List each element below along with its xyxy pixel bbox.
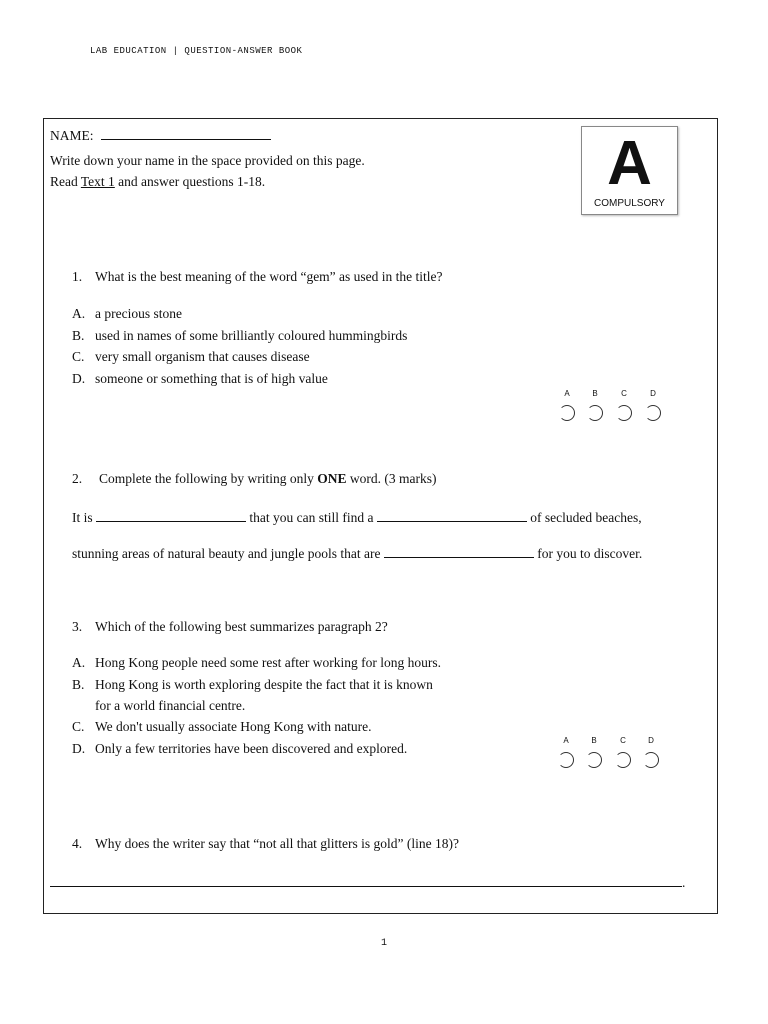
bubble-b[interactable]: B xyxy=(584,389,606,421)
bubble-circle[interactable] xyxy=(616,405,632,421)
bubble-d[interactable]: D xyxy=(640,736,662,768)
bubble-a[interactable]: A xyxy=(555,736,577,768)
text-reference: Text 1 xyxy=(80,174,115,189)
bubble-c[interactable]: C xyxy=(613,389,635,421)
bubble-circle[interactable] xyxy=(615,752,631,768)
bubble-circle[interactable] xyxy=(558,752,574,768)
bubble-circle[interactable] xyxy=(645,405,661,421)
blank-2[interactable] xyxy=(377,509,527,522)
question-1-option-a: A. a precious stone xyxy=(72,306,182,321)
bubble-circle[interactable] xyxy=(559,405,575,421)
blank-3[interactable] xyxy=(384,545,534,558)
page-number: 1 xyxy=(380,938,387,949)
question-1-prompt: 1. What is the best meaning of the word “gem” as used in the title? xyxy=(72,269,443,284)
bubble-c[interactable]: C xyxy=(612,736,634,768)
bubble-circle[interactable] xyxy=(643,752,659,768)
question-3-prompt: 3. Which of the following best summarizes paragraph 2? xyxy=(72,619,388,634)
compulsory-badge xyxy=(581,126,678,215)
question-1-option-d: D. someone or something that is of high value xyxy=(72,371,328,386)
answer-field[interactable] xyxy=(50,874,682,887)
question-4-prompt: 4. Why does the writer say that “not all that glitters is gold” (line 18)? xyxy=(72,836,460,851)
question-3-option-b-continued: for a world financial centre. xyxy=(95,698,246,713)
name-label: NAME: xyxy=(50,128,94,143)
badge-letter: A xyxy=(607,129,652,198)
question-3-option-c: C. We don't usually associate Hong Kong with nature. xyxy=(72,719,372,734)
bubble-a[interactable]: A xyxy=(556,389,578,421)
question-frame xyxy=(43,118,718,914)
instruction-2: Read Text 1 and answer questions 1-18. xyxy=(50,174,266,189)
question-2-prompt: 2. Complete the following by writing only ONE word. (3 marks) xyxy=(72,471,437,486)
name-line xyxy=(50,127,271,144)
instruction-1: Write down your name in the space provided on this page. xyxy=(50,153,365,168)
question-3-option-a: A. Hong Kong people need some rest after working for long hours. xyxy=(72,655,442,670)
question-4-answer-line: . xyxy=(50,874,685,891)
bubble-b[interactable]: B xyxy=(583,736,605,768)
bubble-circle[interactable] xyxy=(587,405,603,421)
question-2-line-1: It is that you can still find a of secluded beaches, xyxy=(72,510,642,525)
question-3-option-b: B. Hong Kong is worth exploring despite the fact that it is known xyxy=(72,677,433,692)
question-1-option-b: B. used in names of some brilliantly coloured hummingbirds xyxy=(72,328,408,343)
question-2-line-2: stunning areas of natural beauty and jungle pools that are for you to discover. xyxy=(72,546,643,561)
bubble-d[interactable]: D xyxy=(642,389,664,421)
question-3-option-d: D. Only a few territories have been discovered and explored. xyxy=(72,741,408,756)
page-header: LAB EDUCATION | QUESTION-ANSWER BOOK xyxy=(90,46,303,56)
name-field[interactable] xyxy=(101,127,271,140)
bubble-circle[interactable] xyxy=(586,752,602,768)
blank-1[interactable] xyxy=(96,509,246,522)
question-1-option-c: C. very small organism that causes disease xyxy=(72,349,310,364)
badge-label: COMPULSORY xyxy=(594,198,665,209)
